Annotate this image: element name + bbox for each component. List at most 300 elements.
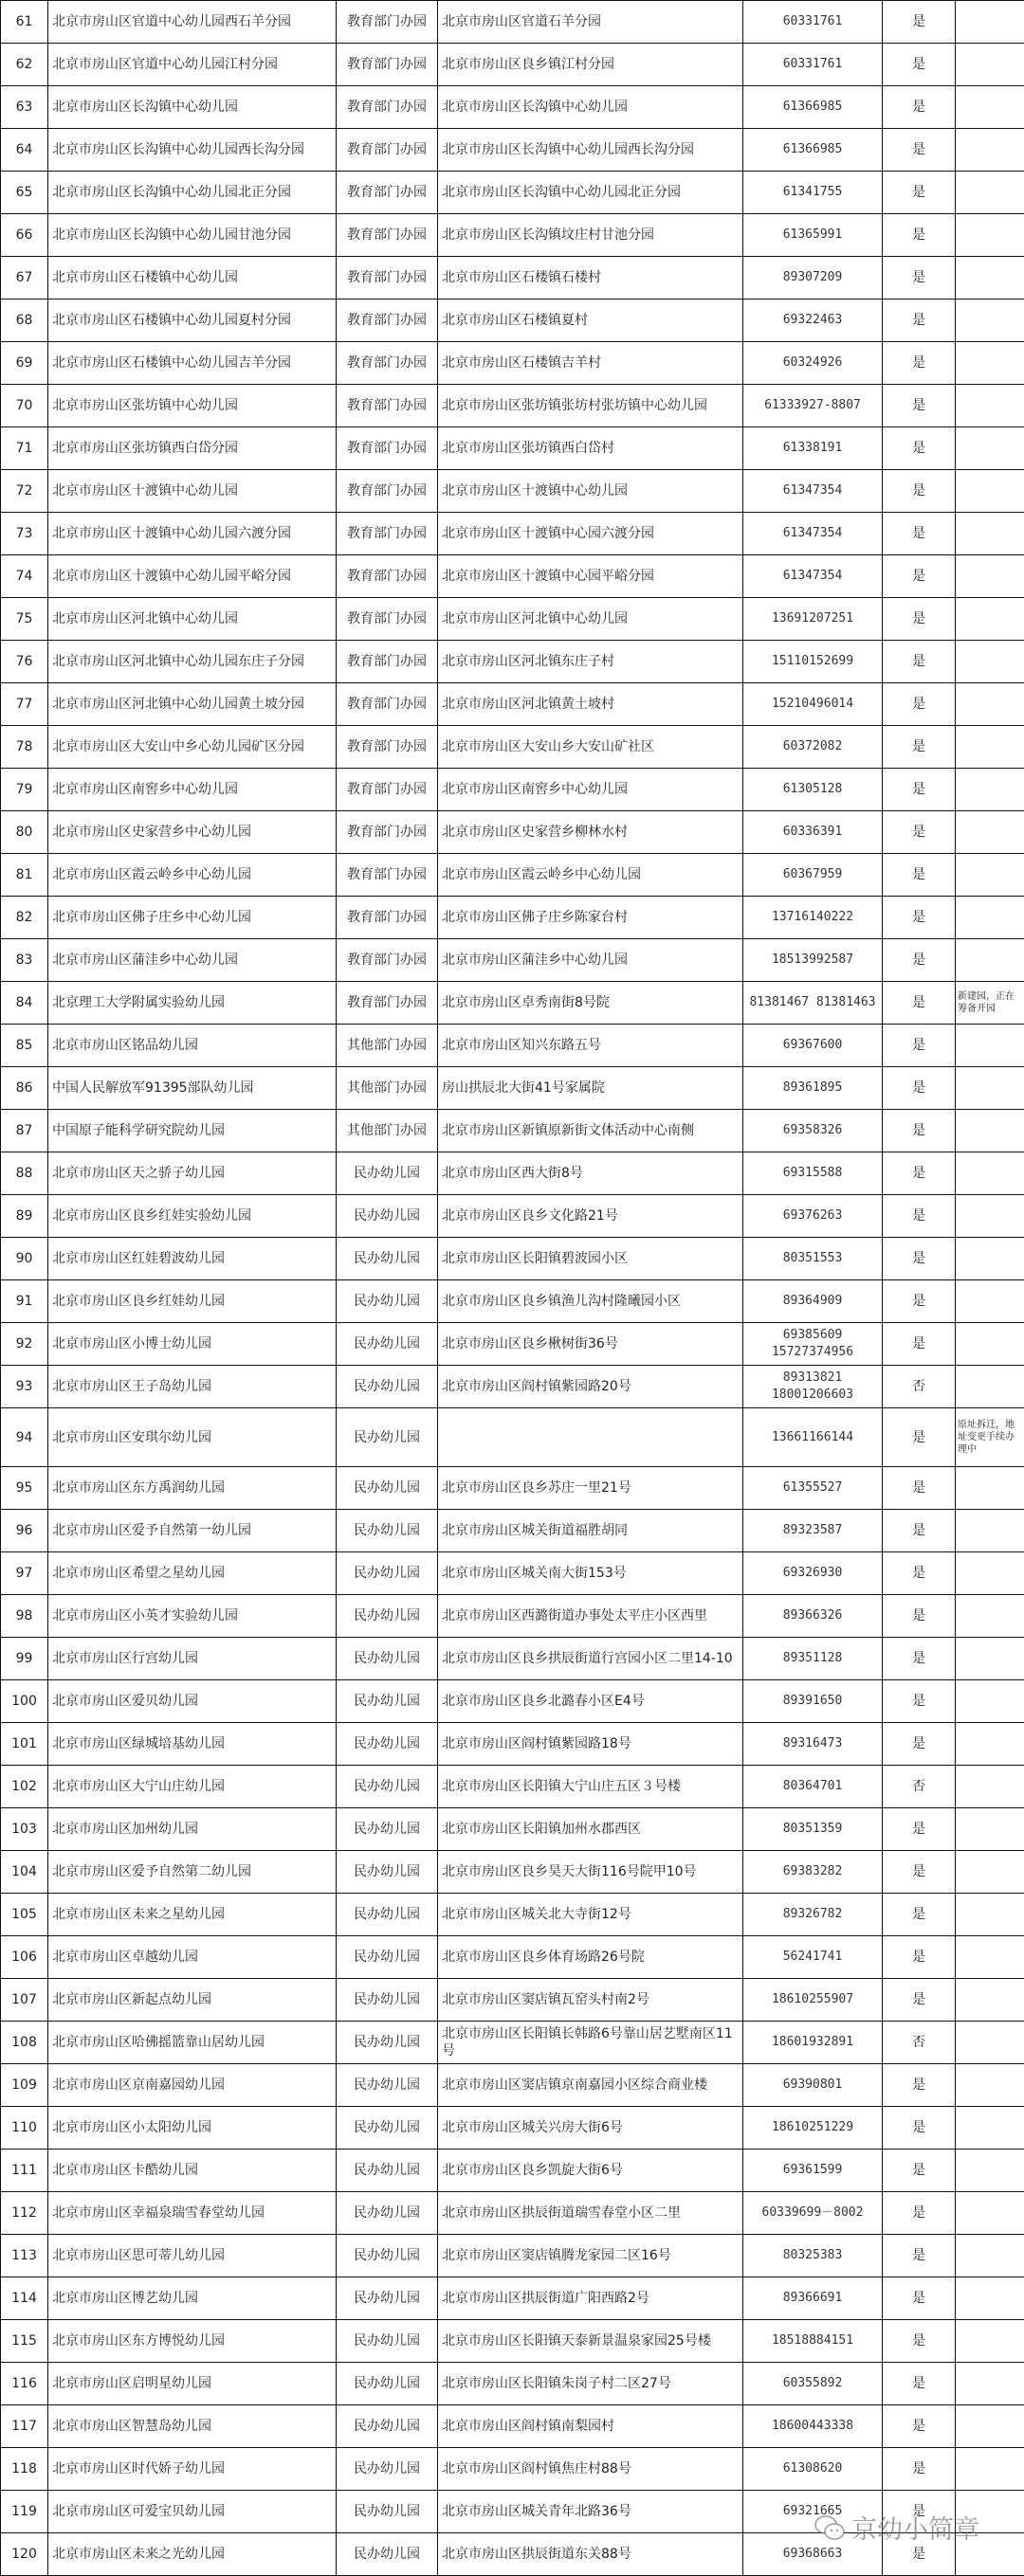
kindergarten-type-cell: 教育部门办园 bbox=[337, 214, 438, 257]
wechat-icon bbox=[814, 2513, 846, 2542]
status-flag-cell: 是 bbox=[883, 1510, 956, 1552]
note-cell bbox=[956, 1025, 1024, 1067]
note-cell bbox=[956, 2150, 1024, 2192]
row-number-cell: 78 bbox=[1, 726, 48, 769]
status-flag-cell: 是 bbox=[883, 1894, 956, 1936]
table-row bbox=[1, 641, 1024, 683]
kindergarten-type-cell: 民办幼儿园 bbox=[337, 2150, 438, 2192]
address-cell: 北京市房山区十渡镇中心幼儿园 bbox=[438, 470, 743, 513]
row-number-cell: 109 bbox=[1, 2064, 48, 2107]
status-flag-cell: 是 bbox=[883, 1238, 956, 1280]
status-flag-cell: 是 bbox=[883, 86, 956, 129]
phone-cell: 89366691 bbox=[743, 2277, 883, 2320]
kindergarten-type-cell: 教育部门办园 bbox=[337, 769, 438, 811]
table-row bbox=[1, 1408, 1024, 1467]
note-cell bbox=[956, 1979, 1024, 2022]
address-cell: 北京市房山区阎村镇紫园路20号 bbox=[438, 1366, 743, 1408]
note-cell bbox=[956, 1595, 1024, 1638]
kindergarten-name-cell: 北京市房山区可爱宝贝幼儿园 bbox=[48, 2491, 337, 2533]
address-cell: 北京市房山区十渡镇中心园六渡分园 bbox=[438, 513, 743, 555]
table-row bbox=[1, 1067, 1024, 1110]
note-cell bbox=[956, 342, 1024, 385]
kindergarten-type-cell: 教育部门办园 bbox=[337, 470, 438, 513]
kindergarten-type-cell: 民办幼儿园 bbox=[337, 1638, 438, 1680]
note-cell bbox=[956, 726, 1024, 769]
address-cell: 北京市房山区卓秀南街8号院 bbox=[438, 982, 743, 1025]
address-cell: 北京市房山区河北镇黄土坡村 bbox=[438, 683, 743, 726]
note-cell bbox=[956, 2320, 1024, 2363]
kindergarten-name-cell: 北京市房山区长沟镇中心幼儿园北正分园 bbox=[48, 172, 337, 214]
phone-cell: 89364909 bbox=[743, 1280, 883, 1323]
phone-cell: 15210496014 bbox=[743, 683, 883, 726]
status-flag-cell: 是 bbox=[883, 982, 956, 1025]
phone-cell: 61365991 bbox=[743, 214, 883, 257]
row-number-cell: 73 bbox=[1, 513, 48, 555]
kindergarten-type-cell: 民办幼儿园 bbox=[337, 2405, 438, 2448]
phone-cell: 69321665 bbox=[743, 2491, 883, 2533]
address-cell: 北京市房山区石楼镇石楼村 bbox=[438, 257, 743, 299]
kindergarten-type-cell: 教育部门办园 bbox=[337, 1, 438, 44]
row-number-cell: 98 bbox=[1, 1595, 48, 1638]
note-cell bbox=[956, 2363, 1024, 2405]
note-cell bbox=[956, 2192, 1024, 2235]
row-number-cell: 85 bbox=[1, 1025, 48, 1067]
row-number-cell: 82 bbox=[1, 897, 48, 939]
kindergarten-name-cell: 北京市房山区启明星幼儿园 bbox=[48, 2363, 337, 2405]
row-number-cell: 115 bbox=[1, 2320, 48, 2363]
note-cell bbox=[956, 44, 1024, 86]
kindergarten-name-cell: 北京市房山区京南嘉园幼儿园 bbox=[48, 2064, 337, 2107]
note-cell bbox=[956, 1766, 1024, 1808]
status-flag-cell: 是 bbox=[883, 1195, 956, 1238]
address-cell: 北京市房山区良乡拱辰街道行宫园小区二里14-10 bbox=[438, 1638, 743, 1680]
table-row bbox=[1, 1936, 1024, 1979]
row-number-cell: 99 bbox=[1, 1638, 48, 1680]
table-row bbox=[1, 811, 1024, 854]
kindergarten-name-cell: 北京市房山区王子岛幼儿园 bbox=[48, 1366, 337, 1408]
table-row bbox=[1, 1894, 1024, 1936]
kindergarten-name-cell: 北京市房山区卓越幼儿园 bbox=[48, 1936, 337, 1979]
note-cell bbox=[956, 2405, 1024, 2448]
table-row bbox=[1, 1723, 1024, 1766]
kindergarten-name-cell: 中国原子能科学研究院幼儿园 bbox=[48, 1110, 337, 1152]
phone-cell: 13661166144 bbox=[743, 1408, 883, 1467]
table-row bbox=[1, 1766, 1024, 1808]
row-number-cell: 94 bbox=[1, 1408, 48, 1467]
status-flag-cell: 是 bbox=[883, 470, 956, 513]
kindergarten-type-cell: 教育部门办园 bbox=[337, 854, 438, 897]
table-row bbox=[1, 172, 1024, 214]
address-cell: 北京市房山区城关街道福胜胡同 bbox=[438, 1510, 743, 1552]
row-number-cell: 107 bbox=[1, 1979, 48, 2022]
phone-cell: 61347354 bbox=[743, 513, 883, 555]
table-row bbox=[1, 470, 1024, 513]
phone-cell: 80351359 bbox=[743, 1808, 883, 1851]
phone-cell: 69368663 bbox=[743, 2533, 883, 2576]
address-cell: 北京市房山区新镇原新街文体活动中心南侧 bbox=[438, 1110, 743, 1152]
row-number-cell: 91 bbox=[1, 1280, 48, 1323]
status-flag-cell: 是 bbox=[883, 726, 956, 769]
status-flag-cell: 是 bbox=[883, 1936, 956, 1979]
row-number-cell: 81 bbox=[1, 854, 48, 897]
note-cell bbox=[956, 1067, 1024, 1110]
note-cell bbox=[956, 1366, 1024, 1408]
kindergarten-name-cell: 北京市房山区爱予自然第一幼儿园 bbox=[48, 1510, 337, 1552]
row-number-cell: 104 bbox=[1, 1851, 48, 1894]
kindergarten-name-cell: 北京市房山区博艺幼儿园 bbox=[48, 2277, 337, 2320]
phone-cell: 60367959 bbox=[743, 854, 883, 897]
table-row bbox=[1, 1979, 1024, 2022]
note-cell bbox=[956, 1894, 1024, 1936]
kindergarten-type-cell: 民办幼儿园 bbox=[337, 1723, 438, 1766]
status-flag-cell: 是 bbox=[883, 342, 956, 385]
kindergarten-type-cell: 其他部门办园 bbox=[337, 1110, 438, 1152]
row-number-cell: 96 bbox=[1, 1510, 48, 1552]
phone-cell: 69390801 bbox=[743, 2064, 883, 2107]
kindergarten-type-cell: 教育部门办园 bbox=[337, 598, 438, 641]
address-cell: 北京市房山区官道石羊分园 bbox=[438, 1, 743, 44]
phone-cell: 89323587 bbox=[743, 1510, 883, 1552]
kindergarten-name-cell: 北京市房山区大安山中乡心幼儿园矿区分园 bbox=[48, 726, 337, 769]
kindergarten-type-cell: 民办幼儿园 bbox=[337, 2491, 438, 2533]
table-row bbox=[1, 1110, 1024, 1152]
kindergarten-name-cell: 北京市房山区小博士幼儿园 bbox=[48, 1323, 337, 1366]
note-cell bbox=[956, 513, 1024, 555]
kindergarten-name-cell: 北京市房山区十渡镇中心幼儿园六渡分园 bbox=[48, 513, 337, 555]
note-cell bbox=[956, 1936, 1024, 1979]
kindergarten-type-cell: 教育部门办园 bbox=[337, 683, 438, 726]
phone-cell: 89366326 bbox=[743, 1595, 883, 1638]
status-flag-cell: 是 bbox=[883, 555, 956, 598]
row-number-cell: 92 bbox=[1, 1323, 48, 1366]
kindergarten-name-cell: 北京市房山区时代娇子幼儿园 bbox=[48, 2448, 337, 2491]
address-cell: 北京市房山区良乡北潞春小区E4号 bbox=[438, 1680, 743, 1723]
table-row bbox=[1, 2235, 1024, 2277]
address-cell: 北京市房山区石楼镇吉羊村 bbox=[438, 342, 743, 385]
kindergarten-name-cell: 北京市房山区佛子庄乡中心幼儿园 bbox=[48, 897, 337, 939]
kindergarten-type-cell: 教育部门办园 bbox=[337, 299, 438, 342]
kindergarten-name-cell: 北京市房山区大宁山庄幼儿园 bbox=[48, 1766, 337, 1808]
row-number-cell: 119 bbox=[1, 2491, 48, 2533]
status-flag-cell: 是 bbox=[883, 427, 956, 470]
kindergarten-type-cell: 教育部门办园 bbox=[337, 257, 438, 299]
table-row bbox=[1, 1323, 1024, 1366]
status-flag-cell: 是 bbox=[883, 1067, 956, 1110]
kindergarten-name-cell: 北京市房山区哈佛摇篮靠山居幼儿园 bbox=[48, 2022, 337, 2064]
row-number-cell: 97 bbox=[1, 1552, 48, 1595]
note-cell bbox=[956, 2277, 1024, 2320]
status-flag-cell: 是 bbox=[883, 1979, 956, 2022]
table-row bbox=[1, 2277, 1024, 2320]
phone-cell: 61347354 bbox=[743, 555, 883, 598]
address-cell: 北京市房山区河北镇中心幼儿园 bbox=[438, 598, 743, 641]
table-row bbox=[1, 299, 1024, 342]
note-cell bbox=[956, 470, 1024, 513]
kindergarten-name-cell: 北京市房山区长沟镇中心幼儿园甘池分园 bbox=[48, 214, 337, 257]
kindergarten-type-cell: 民办幼儿园 bbox=[337, 1510, 438, 1552]
table-row bbox=[1, 214, 1024, 257]
phone-cell: 89316473 bbox=[743, 1723, 883, 1766]
address-cell: 北京市房山区蒲洼乡中心幼儿园 bbox=[438, 939, 743, 982]
status-flag-cell: 是 bbox=[883, 129, 956, 172]
row-number-cell: 110 bbox=[1, 2107, 48, 2150]
table-row bbox=[1, 1366, 1024, 1408]
phone-cell: 89326782 bbox=[743, 1894, 883, 1936]
row-number-cell: 63 bbox=[1, 86, 48, 129]
note-cell bbox=[956, 129, 1024, 172]
address-cell: 北京市房山区大安山乡大安山矿社区 bbox=[438, 726, 743, 769]
row-number-cell: 66 bbox=[1, 214, 48, 257]
note-cell bbox=[956, 1680, 1024, 1723]
note-cell bbox=[956, 897, 1024, 939]
address-cell: 北京市房山区城关北大寺街12号 bbox=[438, 1894, 743, 1936]
phone-cell: 69367600 bbox=[743, 1025, 883, 1067]
address-cell: 北京市房山区长阳镇大宁山庄五区３号楼 bbox=[438, 1766, 743, 1808]
phone-cell: 18513992587 bbox=[743, 939, 883, 982]
row-number-cell: 72 bbox=[1, 470, 48, 513]
address-cell: 北京市房山区长沟镇中心幼儿园 bbox=[438, 86, 743, 129]
address-cell: 北京市房山区长阳镇碧波园小区 bbox=[438, 1238, 743, 1280]
row-number-cell: 75 bbox=[1, 598, 48, 641]
kindergarten-name-cell: 北京市房山区史家营乡中心幼儿园 bbox=[48, 811, 337, 854]
kindergarten-type-cell: 民办幼儿园 bbox=[337, 1238, 438, 1280]
row-number-cell: 86 bbox=[1, 1067, 48, 1110]
row-number-cell: 74 bbox=[1, 555, 48, 598]
phone-cell: 18600443338 bbox=[743, 2405, 883, 2448]
kindergarten-name-cell: 北京市房山区石楼镇中心幼儿园 bbox=[48, 257, 337, 299]
phone-cell: 60331761 bbox=[743, 44, 883, 86]
table-row bbox=[1, 2192, 1024, 2235]
kindergarten-name-cell: 北京市房山区官道中心幼儿园江村分园 bbox=[48, 44, 337, 86]
phone-cell: 80325383 bbox=[743, 2235, 883, 2277]
address-cell: 北京市房山区阎村镇南梨园村 bbox=[438, 2405, 743, 2448]
kindergarten-type-cell: 民办幼儿园 bbox=[337, 2533, 438, 2576]
kindergarten-type-cell: 教育部门办园 bbox=[337, 555, 438, 598]
watermark-text: 京幼小简章 bbox=[851, 2509, 979, 2546]
kindergarten-name-cell: 北京市房山区加州幼儿园 bbox=[48, 1808, 337, 1851]
phone-cell: 61366985 bbox=[743, 129, 883, 172]
kindergarten-name-cell: 北京市房山区石楼镇中心幼儿园吉羊分园 bbox=[48, 342, 337, 385]
table-row bbox=[1, 2448, 1024, 2491]
status-flag-cell: 是 bbox=[883, 2320, 956, 2363]
kindergarten-type-cell: 民办幼儿园 bbox=[337, 1408, 438, 1467]
table-row bbox=[1, 1510, 1024, 1552]
kindergarten-type-cell: 教育部门办园 bbox=[337, 811, 438, 854]
kindergarten-type-cell: 民办幼儿园 bbox=[337, 1366, 438, 1408]
kindergarten-type-cell: 民办幼儿园 bbox=[337, 1152, 438, 1195]
note-cell bbox=[956, 1152, 1024, 1195]
table-row bbox=[1, 1595, 1024, 1638]
row-number-cell: 84 bbox=[1, 982, 48, 1025]
phone-cell: 69385609 15727374956 bbox=[743, 1323, 883, 1366]
address-cell: 北京市房山区长阳镇加州水郡西区 bbox=[438, 1808, 743, 1851]
row-number-cell: 112 bbox=[1, 2192, 48, 2235]
note-cell bbox=[956, 299, 1024, 342]
table-row bbox=[1, 513, 1024, 555]
kindergarten-type-cell: 民办幼儿园 bbox=[337, 2448, 438, 2491]
watermark bbox=[814, 2509, 979, 2546]
status-flag-cell: 是 bbox=[883, 854, 956, 897]
address-cell: 北京市房山区河北镇东庄子村 bbox=[438, 641, 743, 683]
note-cell bbox=[956, 427, 1024, 470]
status-flag-cell: 是 bbox=[883, 939, 956, 982]
phone-cell: 60339699－8002 bbox=[743, 2192, 883, 2235]
status-flag-cell: 是 bbox=[883, 2363, 956, 2405]
address-cell: 房山拱辰北大街41号家属院 bbox=[438, 1067, 743, 1110]
row-number-cell: 105 bbox=[1, 1894, 48, 1936]
address-cell: 北京市房山区拱辰街道东关88号 bbox=[438, 2533, 743, 2576]
table-row bbox=[1, 1680, 1024, 1723]
kindergarten-type-cell: 民办幼儿园 bbox=[337, 1552, 438, 1595]
kindergarten-type-cell: 民办幼儿园 bbox=[337, 2235, 438, 2277]
kindergarten-name-cell: 北京市房山区思可蒂儿幼儿园 bbox=[48, 2235, 337, 2277]
status-flag-cell: 是 bbox=[883, 598, 956, 641]
phone-cell: 69383282 bbox=[743, 1851, 883, 1894]
address-cell: 北京市房山区阎村镇焦庄村88号 bbox=[438, 2448, 743, 2491]
kindergarten-type-cell: 教育部门办园 bbox=[337, 939, 438, 982]
table-row bbox=[1, 2363, 1024, 2405]
kindergarten-name-cell: 北京市房山区河北镇中心幼儿园东庄子分园 bbox=[48, 641, 337, 683]
phone-cell: 61341755 bbox=[743, 172, 883, 214]
status-flag-cell: 是 bbox=[883, 1638, 956, 1680]
address-cell: 北京市房山区拱辰街道瑞雪春堂小区二里 bbox=[438, 2192, 743, 2235]
note-cell bbox=[956, 1323, 1024, 1366]
table-row bbox=[1, 1808, 1024, 1851]
status-flag-cell: 是 bbox=[883, 1467, 956, 1510]
kindergarten-name-cell: 北京市房山区良乡红娃实验幼儿园 bbox=[48, 1195, 337, 1238]
phone-cell: 61347354 bbox=[743, 470, 883, 513]
row-number-cell: 80 bbox=[1, 811, 48, 854]
status-flag-cell: 是 bbox=[883, 257, 956, 299]
table-row bbox=[1, 1025, 1024, 1067]
phone-cell: 80364701 bbox=[743, 1766, 883, 1808]
note-cell bbox=[956, 769, 1024, 811]
phone-cell: 89313821 18001206603 bbox=[743, 1366, 883, 1408]
kindergarten-name-cell: 北京市房山区天之骄子幼儿园 bbox=[48, 1152, 337, 1195]
address-cell: 北京市房山区良乡文化路21号 bbox=[438, 1195, 743, 1238]
kindergarten-name-cell: 北京市房山区张坊镇中心幼儿园 bbox=[48, 385, 337, 427]
kindergarten-name-cell: 北京市房山区长沟镇中心幼儿园 bbox=[48, 86, 337, 129]
table-row bbox=[1, 44, 1024, 86]
phone-cell: 60355892 bbox=[743, 2363, 883, 2405]
table-row bbox=[1, 427, 1024, 470]
address-cell: 北京市房山区长阳镇长韩路6号靠山居艺墅南区11号 bbox=[438, 2022, 743, 2064]
note-cell bbox=[956, 1552, 1024, 1595]
address-cell: 北京市房山区良乡镇渔儿沟村隆曦园小区 bbox=[438, 1280, 743, 1323]
note-cell bbox=[956, 555, 1024, 598]
phone-cell: 69322463 bbox=[743, 299, 883, 342]
table-row bbox=[1, 342, 1024, 385]
address-cell: 北京市房山区城关兴房大街6号 bbox=[438, 2107, 743, 2150]
status-flag-cell: 是 bbox=[883, 1723, 956, 1766]
kindergarten-type-cell: 民办幼儿园 bbox=[337, 1851, 438, 1894]
kindergarten-type-cell: 民办幼儿园 bbox=[337, 2363, 438, 2405]
status-flag-cell: 否 bbox=[883, 1766, 956, 1808]
kindergarten-name-cell: 北京市房山区官道中心幼儿园西石羊分园 bbox=[48, 1, 337, 44]
kindergarten-type-cell: 民办幼儿园 bbox=[337, 2107, 438, 2150]
row-number-cell: 102 bbox=[1, 1766, 48, 1808]
note-cell bbox=[956, 2107, 1024, 2150]
row-number-cell: 67 bbox=[1, 257, 48, 299]
phone-cell: 18518884151 bbox=[743, 2320, 883, 2363]
note-cell bbox=[956, 1, 1024, 44]
status-flag-cell: 是 bbox=[883, 683, 956, 726]
table-row bbox=[1, 598, 1024, 641]
address-cell: 北京市房山区窦店镇腾龙家园二区16号 bbox=[438, 2235, 743, 2277]
address-cell: 北京市房山区窦店镇京南嘉园小区综合商业楼 bbox=[438, 2064, 743, 2107]
table-row bbox=[1, 129, 1024, 172]
row-number-cell: 90 bbox=[1, 1238, 48, 1280]
row-number-cell: 71 bbox=[1, 427, 48, 470]
kindergarten-type-cell: 民办幼儿园 bbox=[337, 1936, 438, 1979]
phone-cell: 60324926 bbox=[743, 342, 883, 385]
address-cell: 北京市房山区石楼镇夏村 bbox=[438, 299, 743, 342]
phone-cell: 81381467 81381463 bbox=[743, 982, 883, 1025]
kindergarten-type-cell: 其他部门办园 bbox=[337, 1067, 438, 1110]
note-cell bbox=[956, 2448, 1024, 2491]
table-row bbox=[1, 2320, 1024, 2363]
status-flag-cell: 是 bbox=[883, 641, 956, 683]
row-number-cell: 100 bbox=[1, 1680, 48, 1723]
phone-cell: 18601932891 bbox=[743, 2022, 883, 2064]
table-row bbox=[1, 2107, 1024, 2150]
status-flag-cell: 是 bbox=[883, 811, 956, 854]
note-cell bbox=[956, 598, 1024, 641]
phone-cell: 69361599 bbox=[743, 2150, 883, 2192]
kindergarten-name-cell: 北京市房山区张坊镇西白岱分园 bbox=[48, 427, 337, 470]
phone-cell: 56241741 bbox=[743, 1936, 883, 1979]
status-flag-cell: 是 bbox=[883, 1152, 956, 1195]
row-number-cell: 87 bbox=[1, 1110, 48, 1152]
note-cell bbox=[956, 811, 1024, 854]
address-cell: 北京市房山区霞云岭乡中心幼儿园 bbox=[438, 854, 743, 897]
note-cell bbox=[956, 385, 1024, 427]
note-cell bbox=[956, 1238, 1024, 1280]
row-number-cell: 106 bbox=[1, 1936, 48, 1979]
status-flag-cell: 是 bbox=[883, 1, 956, 44]
table-row bbox=[1, 683, 1024, 726]
status-flag-cell: 是 bbox=[883, 2192, 956, 2235]
status-flag-cell: 是 bbox=[883, 1025, 956, 1067]
note-cell bbox=[956, 257, 1024, 299]
row-number-cell: 77 bbox=[1, 683, 48, 726]
kindergarten-type-cell: 民办幼儿园 bbox=[337, 2277, 438, 2320]
phone-cell: 69326930 bbox=[743, 1552, 883, 1595]
kindergarten-type-cell: 民办幼儿园 bbox=[337, 1894, 438, 1936]
status-flag-cell: 是 bbox=[883, 1408, 956, 1467]
kindergarten-name-cell: 北京市房山区绿城培基幼儿园 bbox=[48, 1723, 337, 1766]
kindergarten-type-cell: 教育部门办园 bbox=[337, 86, 438, 129]
row-number-cell: 111 bbox=[1, 2150, 48, 2192]
phone-cell: 89351128 bbox=[743, 1638, 883, 1680]
kindergarten-type-cell: 民办幼儿园 bbox=[337, 2064, 438, 2107]
phone-cell: 61333927-8807 bbox=[743, 385, 883, 427]
kindergarten-name-cell: 北京市房山区东方禹润幼儿园 bbox=[48, 1467, 337, 1510]
address-cell: 北京市房山区良乡镇江村分园 bbox=[438, 44, 743, 86]
kindergarten-name-cell: 北京理工大学附属实验幼儿园 bbox=[48, 982, 337, 1025]
phone-cell: 89307209 bbox=[743, 257, 883, 299]
kindergarten-name-cell: 北京市房山区河北镇中心幼儿园 bbox=[48, 598, 337, 641]
kindergarten-type-cell: 教育部门办园 bbox=[337, 982, 438, 1025]
address-cell bbox=[438, 1408, 743, 1467]
table-row bbox=[1, 854, 1024, 897]
kindergarten-type-cell: 教育部门办园 bbox=[337, 726, 438, 769]
note-cell bbox=[956, 683, 1024, 726]
status-flag-cell: 是 bbox=[883, 44, 956, 86]
address-cell: 北京市房山区良乡昊天大街116号院甲10号 bbox=[438, 1851, 743, 1894]
note-cell bbox=[956, 939, 1024, 982]
phone-cell: 13691207251 bbox=[743, 598, 883, 641]
